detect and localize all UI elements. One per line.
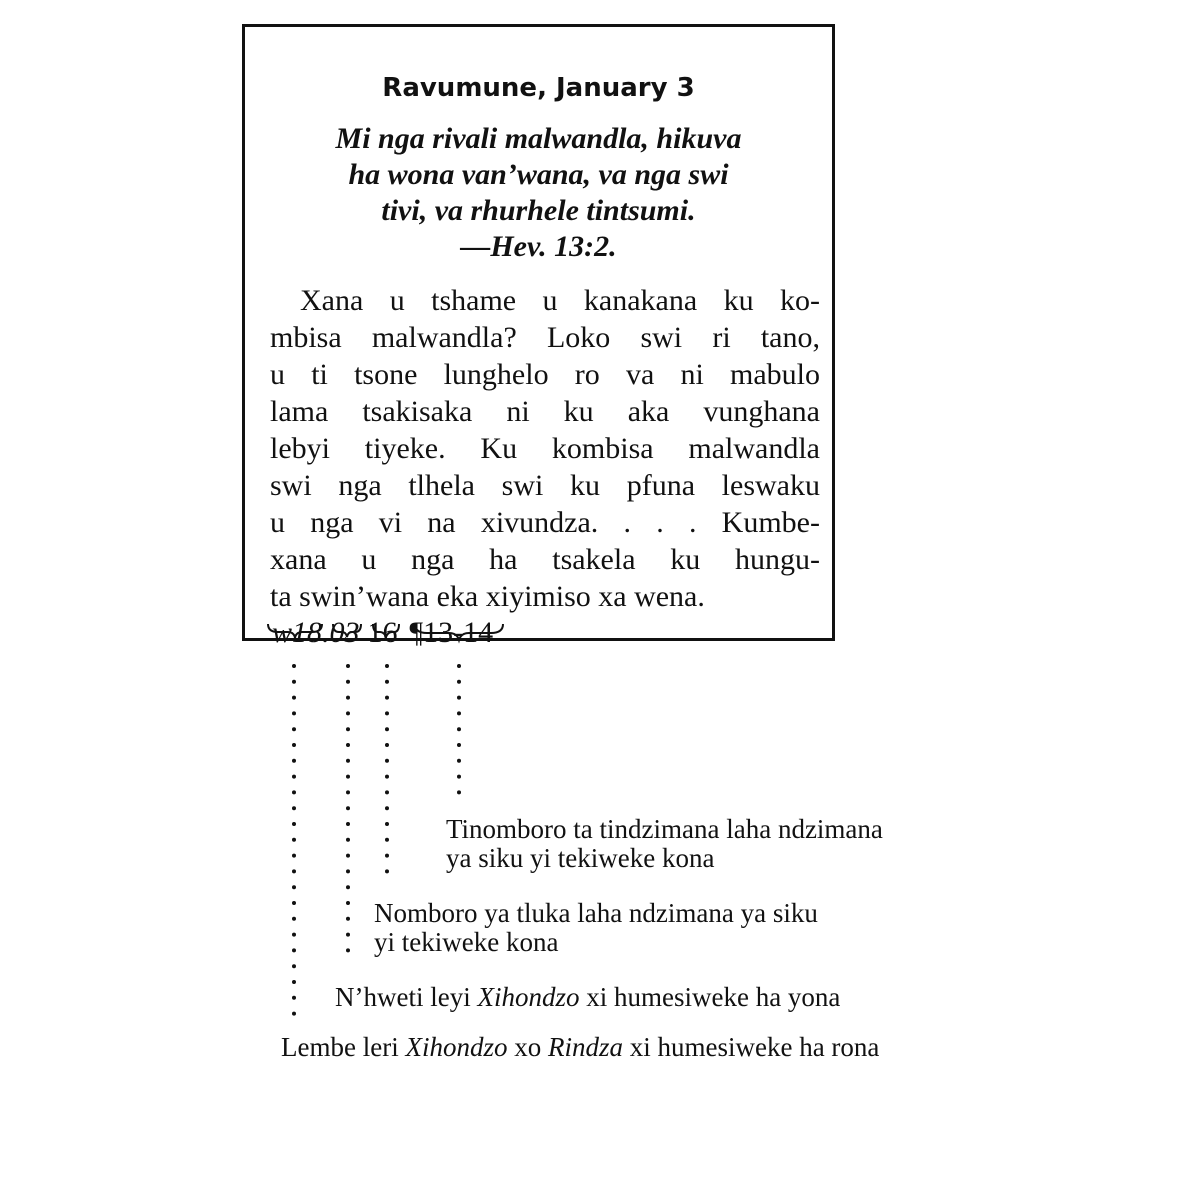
label-text: xo bbox=[507, 1032, 548, 1062]
verse-line: Mi nga rivali malwandla, hikuva bbox=[335, 122, 742, 155]
date-heading: Ravumune, January 3 bbox=[382, 73, 695, 103]
body-line: xana u nga ha tsakela ku hungu- bbox=[270, 543, 820, 576]
label-line: Tinomboro ta tindzimana laha ndzimana bbox=[446, 814, 883, 844]
label-issue-month bbox=[335, 983, 840, 1012]
body-line: mbisa malwandla? Loko swi ri tano, bbox=[270, 321, 820, 354]
body-line: swi nga tlhela swi ku pfuna leswaku bbox=[270, 469, 820, 502]
verse-line: tivi, va rhurhele tintsumi. bbox=[381, 194, 696, 227]
ref-paragraphs: ¶13-14 bbox=[409, 616, 494, 649]
label-publication-year bbox=[281, 1033, 879, 1062]
body-line: u nga vi na xivundza. . . . Kumbe- bbox=[270, 506, 820, 539]
label-line: ya siku yi tekiweke kona bbox=[446, 843, 715, 873]
label-italic: Xihondzo bbox=[405, 1032, 508, 1062]
label-text: xi humesiweke ha yona bbox=[579, 982, 841, 1012]
verse-line: ha wona van’wana, va nga swi bbox=[348, 158, 729, 191]
label-line: Nomboro ya tluka laha ndzimana ya siku bbox=[374, 898, 818, 928]
label-line: yi tekiweke kona bbox=[374, 927, 559, 957]
body-line: u ti tsone lunghelo ro va ni mabulo bbox=[270, 358, 820, 391]
ref-publication: w18 bbox=[272, 616, 323, 649]
body-line: lama tsakisaka ni ku aka vunghana bbox=[270, 395, 820, 428]
scripture-verse bbox=[275, 121, 802, 265]
daily-text-card bbox=[242, 24, 835, 649]
label-page-number bbox=[374, 899, 818, 957]
commentary-text bbox=[270, 282, 820, 615]
label-text: xi humesiweke ha rona bbox=[622, 1032, 880, 1062]
label-paragraph-numbers bbox=[446, 815, 883, 873]
label-text: N’hweti leyi bbox=[335, 982, 478, 1012]
ref-page: 16 bbox=[367, 616, 398, 649]
label-text: Lembe leri bbox=[281, 1032, 406, 1062]
body-line: Xana u tshame u kanakana ku ko- bbox=[300, 284, 820, 317]
source-reference bbox=[272, 617, 493, 649]
label-italic: Xihondzo bbox=[477, 982, 580, 1012]
verse-citation: —Hev. 13:2. bbox=[460, 230, 617, 263]
label-italic: Rindza bbox=[547, 1032, 623, 1062]
body-line: lebyi tiyeke. Ku kombisa malwandla bbox=[270, 432, 820, 465]
ref-issue: .03 bbox=[322, 616, 360, 649]
body-line: ta swin’wana eka xiyimiso xa wena. bbox=[270, 580, 705, 613]
